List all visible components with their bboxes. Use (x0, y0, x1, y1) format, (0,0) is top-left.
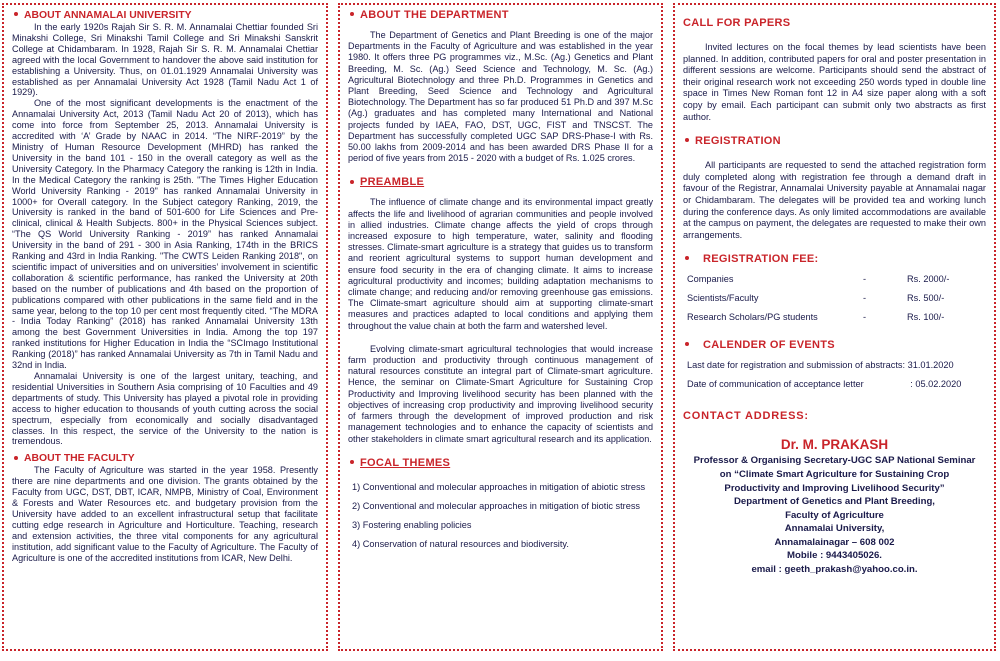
about-university-para-2: One of the most significant developments is the enactment of the Annamalai University Act, 2013 (Tamil Nadu Act 20 of 2013), which has come into force from September 25, 2013. Annamalai University is accredited with ‘A’ Grade by NAAC in 2014. “The NIRF-2019” by the Ministry of Human Resource Development (MHRD) has ranked the University in the band 101 - 150 in the overall category as well as the University Category. In the Pharmacy Category the ranking is 12th in India. In the Medical Category the ranking is 25th. "The Times Higher Education World University Ranking - 2019" has ranked Annamalai University in 1000+ for Overall category. In the Subject category Ranking, 2019, the University is ranked in the band of 501-600 for Life Sciences and Pre-clinical, clinical & Health Subjects. 800+ in the Physical Sciences subject. “The QS World University Ranking - 2019” has ranked Annamalai University in the band of 291 - 300 in Asia Ranking, 174th in the BRICS Ranking and 43rd in India Ranking. "The CWTS Leiden Ranking 2018", on scientific impact of universities and on universities’ involvement in scientific collaboration & scientific performance, has ranked the University at 20th based on the number of publications and 4th based on the proportion of publications compared with other publications in the same field and in the same year, belong to the top 10 per cent most frequently cited. “The MDRA - India Today Ranking” (2018) has ranked Annamalai University 13th among the best Government Universities in India. Among the top 197 ranked institutions for Higher Education in India the “SCImago Institutional Ranking (2018)” has ranked Annamalai University as 7th in Tamil Nadu and 32nd in India. (12, 98, 318, 371)
fee-row (687, 274, 986, 284)
registration-para-1: All participants are requested to send the attached registration form duly completed along with registration fee through a demand draft in favour of the Registrar, Annamalai University payable at Annamalai nagar or Chidambaram. The delegates will be provided tea and working lunch during the conference days. As only limited accommodations are available at the campus on payment, the delegates are requested to make their own arrangements. (683, 160, 986, 240)
event-label: Date of communication of acceptance letter (687, 379, 864, 390)
contact-email: email : geeth_prakash@yahoo.co.in. (751, 564, 918, 576)
about-department-para-1: The Department of Genetics and Plant Breeding is one of the major Departments in the Faculty of Agriculture and was established in the year 1980. It offers three PG programmes viz., M.Sc. (Ag.) Genetics and Plant Breeding, M. Sc. (Ag.) Seed Science and Technology, M. Sc. (Ag.) Agricultural Biotechnology and three Ph.D. Programmes in Genetics and Plant Breeding, Seed Science and Technology and Agricultural Biotechnology. The Department has so far produced 51 Ph.D and 397 M.Sc (Ag.) graduates and has completed many International and National projects funded by IAEA, FAO, DST, UGC, FIST and TNSCST. The Department has successfully completed UGC SAP DRS-Phase-I with Rs. 50.00 lakhs from 2009-2014 and has been awarded DRS Phase II for a period of five years from 2015 - 2020 with a budget of Rs. 1.025 crores. (348, 30, 653, 164)
contact-line: Annamalai University, (784, 523, 885, 535)
fee-category: Research Scholars/PG students (687, 312, 818, 323)
bullet-icon (685, 342, 689, 346)
fee-dash: - (863, 293, 867, 304)
registration-heading: REGISTRATION (683, 135, 986, 148)
bullet-icon (350, 12, 354, 16)
event-date: : 05.02.2020 (910, 379, 962, 390)
bullet-icon (685, 256, 689, 260)
calendar-event (687, 379, 986, 389)
event-label: Last date for registration and submission of abstracts: (687, 360, 906, 371)
about-faculty-para-1: The Faculty of Agriculture was started in the year 1958. Presently there are nine departments and one division. The grants obtained by the Faculty from UGC, DST, DBT, ICAR, NMPB, Ministry of Coal, Environment & Forests and Water Resources etc. and budgetary provision from the University have added to an excellent infrastructural setup that facilitate cutting edge research in Agriculture and Horticulture. Teaching, research and extension activities, the three vital components for any agricultural institution, add significant value to the Faculty of Agriculture. The Faculty of Agriculture is one of the accredited institutions from ICAR, New Delhi. (12, 465, 318, 563)
focal-theme-item: 4) Conservation of natural resources and biodiversity. (352, 538, 569, 549)
calendar-heading: CALENDER OF EVENTS (683, 339, 986, 352)
fee-amount: Rs. 500/- (907, 293, 945, 304)
contact-heading: CONTACT ADDRESS: (683, 410, 809, 423)
contact-line: Department of Genetics and Plant Breeding, (734, 496, 935, 508)
fee-dash: - (863, 274, 867, 285)
contact-block (683, 437, 986, 576)
contact-name: Dr. M. PRAKASH (780, 437, 889, 453)
column-middle (338, 3, 663, 651)
contact-line: Annamalainagar – 608 002 (774, 536, 895, 548)
contact-line: on “Climate Smart Agriculture for Sustaining Crop (719, 468, 950, 480)
focal-theme-item: 1) Conventional and molecular approaches in mitigation of abiotic stress (352, 481, 646, 492)
contact-line: Productivity and Improving Livelihood Security” (724, 482, 945, 494)
bullet-icon (350, 180, 354, 184)
call-for-papers-para-1: Invited lectures on the focal themes by lead scientists have been planned. In addition, contributed papers for oral and poster presentation in different sessions are welcome. Participants should send the abstract of their original research work not exceeding 250 words typed in double line space in Times New Roman font 12 in A4 size paper along with a soft copy by email. Each participant can submit only two abstracts as first author. (683, 42, 986, 122)
bullet-icon (14, 456, 18, 460)
fee-row (687, 293, 986, 303)
bullet-icon (350, 460, 354, 464)
fee-amount: Rs. 100/- (907, 312, 945, 323)
fee-category: Companies (687, 274, 734, 285)
about-university-heading: ABOUT ANNAMALAI UNIVERSITY (12, 9, 318, 22)
bullet-icon (685, 138, 689, 142)
preamble-para-1: The influence of climate change and its environmental impact greatly affects the life and livelihood of agrarian communities and people involved in allied industries. Climate change affects the yield of crops through increased exposure to high temperature, water, salinity and flooding stresses. Climate-smart agriculture is a strategy that guides us to transform and reorient agricultural systems to support human development and ensure food security in the era of changing climate. It aims to increase agricultural productivity and incomes; building adaptation mechanisms to climate change; and reducing and/or removing greenhouse gas emissions. The Climate-smart agriculture should aim at supporting climate-smart measures and practices adapted to local conditions and applying them throughout the value chain at both the farm and watershed level. (348, 197, 653, 331)
focal-theme-item: 2) Conventional and molecular approaches in mitigation of biotic stress (352, 500, 641, 511)
fee-row (687, 312, 986, 322)
focal-themes-heading: FOCAL THEMES (348, 457, 653, 470)
about-university-para-3: Annamalai University is one of the largest unitary, teaching, and residential Universities in Southern Asia comprising of 10 Faculties and 49 departments of study. This University has played a pivotal role in providing access to higher education to thousands of youth cutting across the social spectrum, especially from economically and socially disadvantaged classes. In this respect, the service of the University to the nation is tremendous. (12, 371, 318, 447)
contact-mobile: Mobile : 9443405026. (787, 550, 882, 562)
contact-line: Professor & Organising Secretary-UGC SAP National Seminar (693, 455, 976, 467)
registration-fee-heading: REGISTRATION FEE: (683, 253, 986, 266)
about-faculty-heading: ABOUT THE FACULTY (12, 452, 318, 465)
column-left (2, 3, 328, 651)
about-university-para-1: In the early 1920s Rajah Sir S. R. M. Annamalai Chettiar founded Sri Minakshi College, Sri Minakshi Tamil College and Sri Minakshi Sanskrit College at Chidambaram. In 1928, Rajah Sir S. R. M. Annamalai Chettiar agreed with the local Government to handover the above said institution for establishing a University. Thus, on 01.01.1929 Annamalai University was established as per Annamalai University Act 1928 (Tamil Nadu Act 1 of 1929). (12, 22, 318, 98)
fee-category: Scientists/Faculty (687, 293, 759, 304)
preamble-para-2: Evolving climate-smart agricultural technologies that would increase farm production and productivity through continuous management of natural resources constitute an integral part of Climate-smart agriculture. Hence, the seminar on Climate-Smart Agriculture for Sustaining Crop Productivity and Improving livelihood security has been planned with the objectives of increasing crop productivity and improving livelihood security of farmers through the development of improved production and risk management technologies and to enhance the capacity of scientists and other stakeholders in climate smart agricultural research and its application. (348, 343, 653, 444)
about-department-heading: ABOUT THE DEPARTMENT (348, 9, 653, 22)
fee-dash: - (863, 312, 867, 323)
fee-amount: Rs. 2000/- (907, 274, 950, 285)
event-date: 31.01.2020 (907, 360, 954, 371)
bullet-icon (14, 12, 18, 16)
call-for-papers-heading: CALL FOR PAPERS (683, 17, 791, 29)
focal-theme-item: 3) Fostering enabling policies (352, 519, 472, 530)
contact-line: Faculty of Agriculture (785, 509, 884, 521)
calendar-event (687, 360, 986, 370)
column-right (673, 3, 996, 651)
preamble-heading: PREAMBLE (348, 176, 653, 189)
